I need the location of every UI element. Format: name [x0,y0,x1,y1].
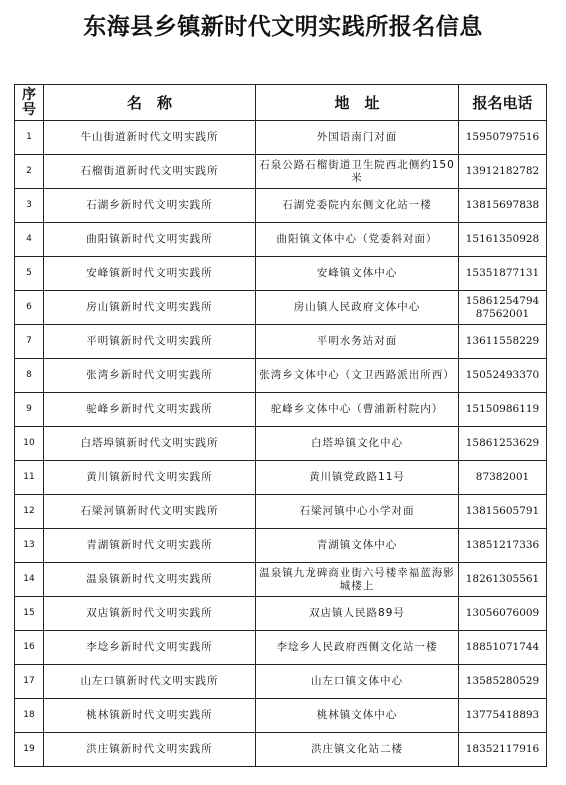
row-number: 3 [15,189,44,223]
table-row [15,699,547,733]
practice-station-name: 曲阳镇新时代文明实践所 [44,223,256,257]
row-number: 13 [15,529,44,563]
station-address: 安峰镇文体中心 [256,257,459,291]
table-row [15,257,547,291]
practice-station-name: 双店镇新时代文明实践所 [44,597,256,631]
header-address: 地 址 [256,85,459,121]
phone-number: 15950797516 [465,131,540,143]
practice-station-name: 石梁河镇新时代文明实践所 [44,495,256,529]
phone-number: 13851217336 [465,539,540,551]
registration-phone [459,325,547,359]
registration-phone [459,223,547,257]
practice-station-name: 白塔埠镇新时代文明实践所 [44,427,256,461]
table-header-row [15,85,547,121]
phone-number: 13585280529 [465,675,540,687]
station-address: 平明水务站对面 [256,325,459,359]
station-address: 白塔埠镇文化中心 [256,427,459,461]
practice-station-name: 牛山街道新时代文明实践所 [44,121,256,155]
row-number: 12 [15,495,44,529]
table-row [15,155,547,189]
row-number: 18 [15,699,44,733]
registration-phone [459,495,547,529]
phone-number: 15150986119 [465,403,540,415]
table-row [15,427,547,461]
phone-number: 18261305561 [465,573,540,585]
registration-table [14,84,547,767]
phone-number: 13775418893 [465,709,540,721]
registration-phone [459,461,547,495]
table-row [15,665,547,699]
table-row [15,631,547,665]
phone-number: 18352117916 [465,743,540,755]
registration-phone [459,257,547,291]
practice-station-name: 平明镇新时代文明实践所 [44,325,256,359]
row-number: 19 [15,733,44,767]
registration-phone [459,631,547,665]
header-name: 名 称 [44,85,256,121]
station-address: 李埝乡人民政府西侧文化站一楼 [256,631,459,665]
registration-phone [459,699,547,733]
page-title: 东海县乡镇新时代文明实践所报名信息 [83,14,483,40]
row-number: 17 [15,665,44,699]
practice-station-name: 石榴街道新时代文明实践所 [44,155,256,189]
station-address: 青湖镇文体中心 [256,529,459,563]
phone-number: 15351877131 [465,267,540,279]
table-row [15,529,547,563]
table-row [15,393,547,427]
practice-station-name: 驼峰乡新时代文明实践所 [44,393,256,427]
phone-number: 13611558229 [465,335,540,347]
row-number: 14 [15,563,44,597]
registration-phone [459,359,547,393]
station-address: 驼峰乡文体中心（曹浦新村院内） [256,393,459,427]
practice-station-name: 安峰镇新时代文明实践所 [44,257,256,291]
practice-station-name: 洪庄镇新时代文明实践所 [44,733,256,767]
registration-phone [459,733,547,767]
registration-phone [459,427,547,461]
phone-number: 15052493370 [465,369,540,381]
station-address: 石湖党委院内东侧文化站一楼 [256,189,459,223]
table-row [15,325,547,359]
station-address: 张湾乡文体中心（文卫西路派出所西） [256,359,459,393]
phone-number: 15861253629 [465,437,540,449]
row-number: 11 [15,461,44,495]
phone-number: 13912182782 [465,165,540,177]
table-row [15,461,547,495]
practice-station-name: 黄川镇新时代文明实践所 [44,461,256,495]
station-address: 石梁河镇中心小学对面 [256,495,459,529]
row-number: 9 [15,393,44,427]
station-address: 洪庄镇文化站二楼 [256,733,459,767]
station-address: 桃林镇文体中心 [256,699,459,733]
station-address: 石泉公路石榴街道卫生院西北侧约150米 [256,155,459,189]
station-address: 曲阳镇文体中心（党委斜对面） [256,223,459,257]
registration-phone [459,393,547,427]
table-row [15,733,547,767]
phone-number: 15161350928 [465,233,540,245]
station-address: 房山镇人民政府文体中心 [256,291,459,325]
table-row [15,223,547,257]
phone-number-secondary: 87562001 [475,307,530,320]
registration-phone [459,189,547,223]
table-row [15,563,547,597]
station-address: 外国语南门对面 [256,121,459,155]
registration-phone [459,529,547,563]
table-row [15,359,547,393]
row-number: 16 [15,631,44,665]
row-number: 5 [15,257,44,291]
registration-phone [459,121,547,155]
practice-station-name: 张湾乡新时代文明实践所 [44,359,256,393]
row-number: 2 [15,155,44,189]
header-phone: 报名电话 [459,85,547,121]
phone-number: 13056076009 [465,607,540,619]
station-address: 黄川镇党政路11号 [256,461,459,495]
practice-station-name: 石湖乡新时代文明实践所 [44,189,256,223]
row-number: 6 [15,291,44,325]
row-number: 7 [15,325,44,359]
table-row [15,291,547,325]
registration-phone [459,155,547,189]
table-row [15,597,547,631]
station-address: 山左口镇文体中心 [256,665,459,699]
registration-phone [459,563,547,597]
table-row [15,495,547,529]
registration-phone [459,291,547,325]
header-no: 序号 [15,85,44,121]
phone-number: 18851071744 [465,641,540,653]
practice-station-name: 温泉镇新时代文明实践所 [44,563,256,597]
practice-station-name: 桃林镇新时代文明实践所 [44,699,256,733]
phone-number: 15861254794 [465,294,540,307]
row-number: 8 [15,359,44,393]
row-number: 4 [15,223,44,257]
practice-station-name: 李埝乡新时代文明实践所 [44,631,256,665]
phone-number: 13815605791 [465,505,540,517]
row-number: 15 [15,597,44,631]
table-row [15,121,547,155]
registration-phone [459,665,547,699]
practice-station-name: 山左口镇新时代文明实践所 [44,665,256,699]
phone-number: 87382001 [475,471,530,483]
phone-number: 13815697838 [465,199,540,211]
practice-station-name: 青湖镇新时代文明实践所 [44,529,256,563]
practice-station-name: 房山镇新时代文明实践所 [44,291,256,325]
registration-phone [459,597,547,631]
table-row [15,189,547,223]
station-address: 温泉镇九龙碑商业街六号楼幸福蓝海影城楼上 [256,563,459,597]
station-address: 双店镇人民路89号 [256,597,459,631]
row-number: 1 [15,121,44,155]
row-number: 10 [15,427,44,461]
